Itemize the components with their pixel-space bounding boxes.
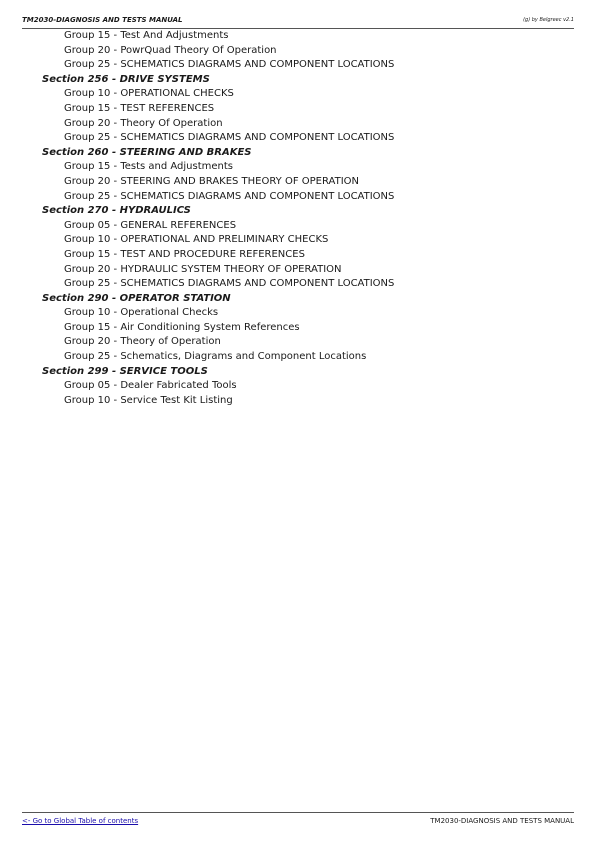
toc-group-link[interactable]: Group 05 - GENERAL REFERENCES xyxy=(64,219,237,231)
toc-group-link[interactable]: Group 20 - PowrQuad Theory Of Operation xyxy=(64,44,277,56)
toc-group-link[interactable]: Group 15 - Air Conditioning System References xyxy=(64,321,300,333)
toc-group-link[interactable]: Group 20 - STEERING AND BRAKES THEORY OF OPERATION xyxy=(64,175,360,187)
toc-section-heading: Section 290 - OPERATOR STATION xyxy=(42,292,231,304)
toc-group-link[interactable]: Group 15 - TEST AND PROCEDURE REFERENCES xyxy=(64,248,305,260)
page-footer xyxy=(22,812,574,833)
global-toc-link[interactable]: <- Go to Global Table of contents xyxy=(22,817,139,825)
toc-section-heading: Section 299 - SERVICE TOOLS xyxy=(42,365,208,377)
toc-group-link[interactable]: Group 25 - SCHEMATICS DIAGRAMS AND COMPONENT LOCATIONS xyxy=(64,132,395,144)
toc-group-link[interactable]: Group 20 - Theory of Operation xyxy=(64,336,221,348)
toc-section-heading: Section 260 - STEERING AND BRAKES xyxy=(42,146,252,158)
toc-group-link[interactable]: Group 25 - SCHEMATICS DIAGRAMS AND COMPONENT LOCATIONS xyxy=(64,278,395,290)
page-header xyxy=(22,14,574,29)
toc-group-link[interactable]: Group 10 - Service Test Kit Listing xyxy=(64,394,233,406)
toc-group-link[interactable]: Group 25 - SCHEMATICS DIAGRAMS AND COMPONENT LOCATIONS xyxy=(64,59,395,71)
toc-group-link[interactable]: Group 20 - Theory Of Operation xyxy=(64,117,223,129)
toc-group-link[interactable]: Group 20 - HYDRAULIC SYSTEM THEORY OF OPERATION xyxy=(64,263,342,275)
manual-title: TM2030-DIAGNOSIS AND TESTS MANUAL xyxy=(22,16,183,24)
footer-manual-title: TM2030-DIAGNOSIS AND TESTS MANUAL xyxy=(430,817,574,825)
toc-group-link[interactable]: Group 10 - Operational Checks xyxy=(64,307,219,319)
toc-section-heading: Section 270 - HYDRAULICS xyxy=(42,205,191,217)
toc-group-link[interactable]: Group 15 - Tests and Adjustments xyxy=(64,161,234,173)
table-of-contents xyxy=(0,29,394,408)
toc-group-link[interactable]: Group 05 - Dealer Fabricated Tools xyxy=(64,380,237,392)
toc-section-heading: Section 256 - DRIVE SYSTEMS xyxy=(42,73,210,85)
toc-group-link[interactable]: Group 10 - OPERATIONAL AND PRELIMINARY CHECKS xyxy=(64,234,329,246)
toc-group-link[interactable]: Group 25 - SCHEMATICS DIAGRAMS AND COMPONENT LOCATIONS xyxy=(64,190,395,202)
toc-group-link[interactable]: Group 25 - Schematics, Diagrams and Component Locations xyxy=(64,351,367,363)
credit-note: (g) by Belgreec v2.1 xyxy=(523,17,574,23)
toc-group-link[interactable]: Group 15 - TEST REFERENCES xyxy=(64,102,215,114)
toc-group-link[interactable]: Group 15 - Test And Adjustments xyxy=(64,30,229,41)
toc-group-link[interactable]: Group 10 - OPERATIONAL CHECKS xyxy=(64,88,234,100)
